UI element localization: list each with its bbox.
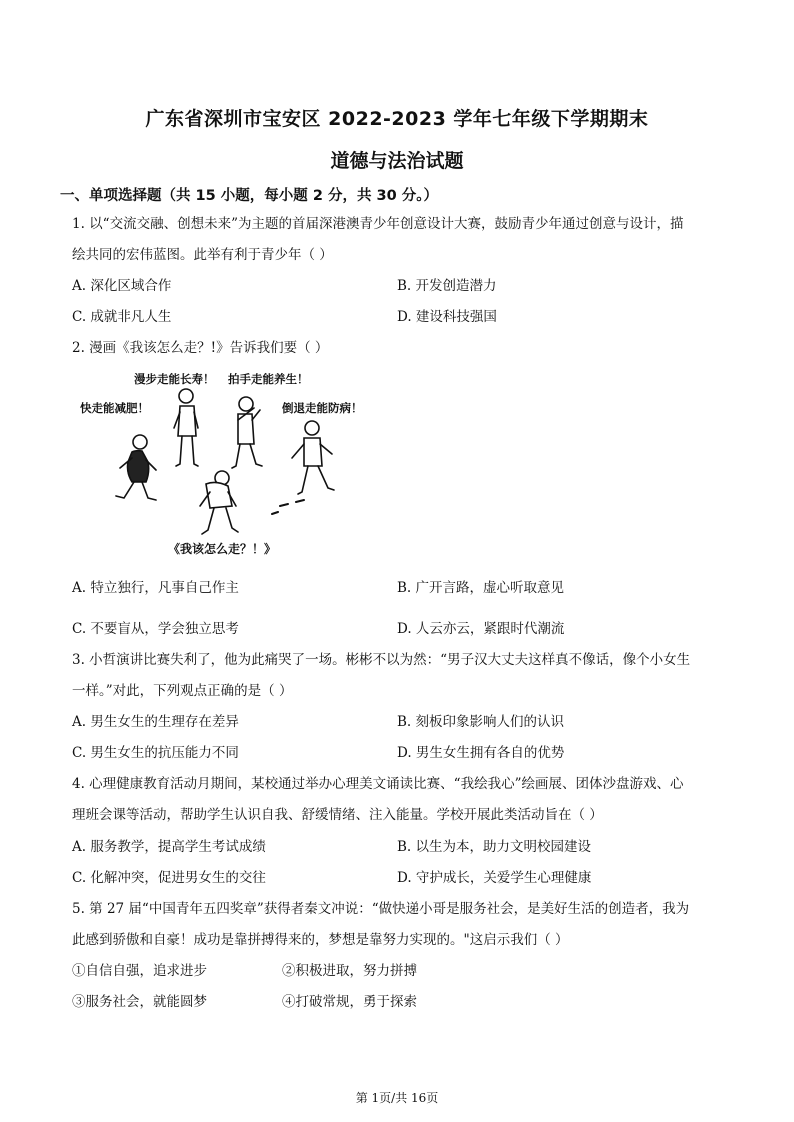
cartoon-caption: 《我该怎么走？！》 [168,542,277,556]
section-heading: 一、单项选择题（共 15 小题，每小题 2 分，共 30 分。） [60,188,438,204]
q4-option-a: A. 服务教学，提高学生考试成绩 [72,839,266,855]
q3-option-c: C. 男生女生的抗压能力不同 [72,745,239,761]
q1-option-c: C. 成就非凡人生 [72,309,172,325]
q2-option-b: B. 广开言路，虚心听取意见 [397,580,565,596]
speech-bubble-1: 漫步走能长寿！ [134,372,215,386]
q5-stem-line1: 5. 第 27 届“中国青年五四奖章”获得者秦文冲说：“做快递小哥是服务社会，是美好生活的创造者，我为 [72,901,690,917]
q4-option-c: C. 化解冲突，促进男女生的交往 [72,870,266,886]
q2-option-c: C. 不要盲从，学会独立思考 [72,621,239,637]
q1-stem-line1: 1. 以“交流交融、创想未来”为主题的首届深港澳青少年创意设计大赛，鼓励青少年通过创意与设计，描 [72,216,684,232]
q3-option-a: A. 男生女生的生理存在差异 [72,714,239,730]
q1-option-a: A. 深化区域合作 [72,278,172,294]
q1-stem-line2: 绘共同的宏伟蓝图。此举有利于青少年（ ） [72,247,333,263]
q3-stem-line2: 一样。”对此，下列观点正确的是（ ） [72,683,293,699]
q4-option-b: B. 以生为本，助力文明校园建设 [397,839,592,855]
q1-option-b: B. 开发创造潜力 [397,278,497,294]
q4-option-d: D. 守护成长，关爱学生心理健康 [397,870,592,886]
q1-option-d: D. 建设科技强国 [397,309,497,325]
speech-bubble-3: 快走能减肥！ [80,401,149,415]
q3-option-d: D. 男生女生拥有各自的优势 [397,745,565,761]
q5-statement-4: ④打破常规，勇于探索 [282,994,417,1010]
q3-option-b: B. 刻板印象影响人们的认识 [397,714,565,730]
q5-statement-1: ①自信自强，追求进步 [72,963,207,979]
page-footer: 第 1页/共 16页 [355,1091,439,1105]
q4-stem-line1: 4. 心理健康教育活动月期间，某校通过举办心理美文诵读比赛、“我绘我心”绘画展、团体沙盘游戏、心 [72,776,684,792]
q2-option-d: D. 人云亦云，紧跟时代潮流 [397,621,565,637]
q2-stem: 2. 漫画《我该怎么走？!》告诉我们要（ ） [72,340,329,356]
speech-bubble-2: 拍手走能养生！ [228,372,309,386]
document-title: 广东省深圳市宝安区 2022-2023 学年七年级下学期期末 [145,108,649,130]
walking-cartoon [76,366,376,562]
q2-option-a: A. 特立独行，凡事自己作主 [72,580,239,596]
document-subtitle: 道德与法治试题 [330,150,464,172]
q5-statement-3: ③服务社会，就能圆梦 [72,994,207,1010]
speech-bubble-4: 倒退走能防病！ [282,401,363,415]
q5-stem-line2: 此感到骄傲和自豪！成功是靠拼搏得来的，梦想是靠努力实现的。"这启示我们（ ） [72,932,569,948]
q4-stem-line2: 理班会课等活动，帮助学生认识自我、舒缓情绪、注入能量。学校开展此类活动旨在（ ） [72,807,603,823]
q5-statement-2: ②积极进取，努力拼搏 [282,963,417,979]
q3-stem-line1: 3. 小哲演讲比赛失利了，他为此痛哭了一场。彬彬不以为然：“男子汉大丈夫这样真不像话，像个小女生 [72,652,691,668]
